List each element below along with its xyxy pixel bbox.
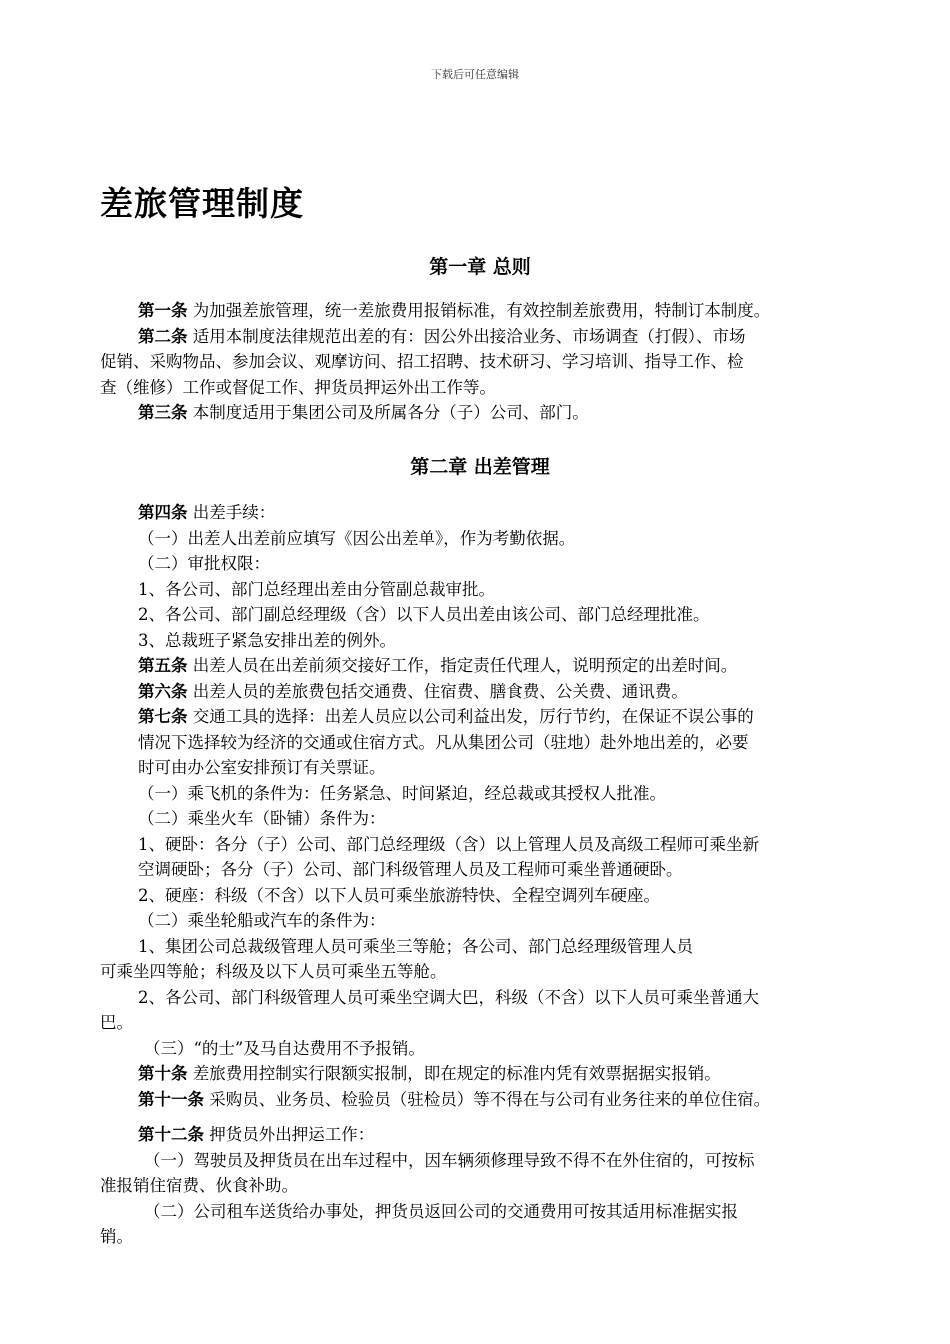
article-text: 出差人员在出差前须交接好工作，指定责任代理人，说明预定的出差时间。 (187, 656, 738, 675)
article-12-block (100, 1122, 870, 1250)
article-12-item-2-line-2: 销。 (100, 1227, 133, 1246)
article-4-sub-3: 3、总裁班子紧急安排出差的例外。 (138, 630, 396, 650)
chapter-1-heading: 第一章 总则 (429, 256, 531, 278)
article-7-item-4: （三）“的士”及马自达费用不予报销。 (144, 1038, 425, 1058)
article-4-sub-2: 2、各公司、部门副总经理级（含）以下人员出差由该公司、部门总经理批准。 (138, 605, 710, 624)
article-2-line-2: 促销、采购物品、参加会议、观摩访问、招工招聘、技术研习、学习培训、指导工作、检 (100, 352, 744, 371)
article-12-item-1-line-2: 准报销住宿费、伙食补助。 (100, 1176, 298, 1195)
article-2 (100, 324, 870, 350)
article-label: 第四条 (138, 503, 188, 522)
article-7-ship-1: 1、集团公司总裁级管理人员可乘坐三等舱；各公司、部门总经理级管理人员 (138, 936, 693, 956)
article-4-item-1: （一）出差人出差前应填写《因公出差单》，作为考勤依据。 (138, 528, 576, 548)
article-text: 本制度适用于集团公司及所属各分（子）公司、部门。 (187, 403, 589, 422)
article-7-item-2: （二）乘坐火车（卧铺）条件为： (138, 809, 386, 828)
article-1 (100, 298, 870, 324)
article-label: 第一条 (138, 301, 188, 320)
article-7-line-2: 情况下选择较为经济的交通或住宿方式。凡从集团公司（驻地）赴外地出差的，必要 (138, 732, 749, 752)
article-4-sub-1: 1、各公司、部门总经理出差由分管副总裁审批。 (138, 579, 495, 599)
article-7-train-2: 2、硬座：科级（不含）以下人员可乘坐旅游特快、全程空调列车硬座。 (138, 885, 660, 905)
article-text: 出差手续： (187, 503, 276, 522)
article-7-train-1: 1、硬卧：各分（子）公司、部门总经理级（含）以上管理人员及高级工程师可乘坐新 (138, 834, 759, 854)
article-text: 适用本制度法律规范出差的有：因公外出接洽业务、市场调查（打假）、市场 (187, 326, 746, 346)
article-label: 第五条 (138, 656, 188, 675)
article-4-item-2: （二）审批权限： (138, 554, 270, 573)
chapter-2-body (100, 500, 870, 1112)
article-10 (100, 1061, 870, 1087)
article-label: 第十二条 (138, 1125, 204, 1144)
article-label: 第三条 (138, 403, 188, 422)
document-title: 差旅管理制度 (100, 184, 304, 223)
article-label: 第十一条 (138, 1089, 204, 1109)
article-text: 为加强差旅管理，统一差旅费用报销标准，有效控制差旅费用，特制订本制度。 (187, 301, 771, 320)
article-label: 第六条 (138, 681, 188, 701)
article-7 (100, 704, 870, 730)
article-7-line-3: 时可由办公室安排预订有关票证。 (138, 758, 386, 777)
article-2-line-3: 查（维修）工作或督促工作、押货员押运外出工作等。 (100, 377, 496, 397)
article-7-train-1-line-2: 空调硬卧；各分（子）公司、部门科级管理人员及工程师可乘坐普通硬卧。 (138, 860, 683, 879)
article-4 (100, 500, 870, 526)
chapter-1-body (100, 298, 870, 426)
article-text: 交通工具的选择：出差人员应以公司利益出发，厉行节约，在保证不误公事的 (187, 707, 754, 726)
article-12-item-2: （二）公司租车送货给办事处，押货员返回公司的交通费用可按其适用标准据实报 (144, 1201, 738, 1221)
article-text: 采购员、业务员、检验员（驻检员）等不得在与公司有业务往来的单位住宿。 (204, 1089, 771, 1109)
article-11 (100, 1087, 870, 1113)
article-5 (100, 653, 870, 679)
article-7-item-1: （一）乘飞机的条件为：任务紧急、时间紧迫，经总裁或其授权人批准。 (138, 783, 666, 803)
page-header-note: 下载后可任意编辑 (431, 68, 519, 81)
article-7-ship-2: 2、各公司、部门科级管理人员可乘坐空调大巴，科级（不含）以下人员可乘坐普通大 (138, 987, 759, 1007)
article-label: 第十条 (138, 1064, 188, 1083)
article-text: 差旅费用控制实行限额实报制，即在规定的标准内凭有效票据据实报销。 (187, 1064, 721, 1083)
article-7-ship-2-line-2: 巴。 (100, 1013, 133, 1032)
article-text: 押货员外出押运工作： (204, 1125, 375, 1144)
article-3 (100, 400, 870, 426)
article-7-ship-1-line-2: 可乘坐四等舱；科级及以下人员可乘坐五等舱。 (100, 962, 447, 981)
article-7-item-3: （二）乘坐轮船或汽车的条件为： (138, 911, 386, 930)
article-label: 第二条 (138, 326, 188, 346)
article-text: 出差人员的差旅费包括交通费、住宿费、膳食费、公关费、通讯费。 (187, 681, 688, 701)
chapter-2-heading: 第二章 出差管理 (410, 456, 550, 478)
article-6 (100, 679, 870, 705)
article-12 (100, 1122, 870, 1148)
article-label: 第七条 (138, 707, 188, 726)
article-12-item-1: （一）驾驶员及押货员在出车过程中，因车辆须修理导致不得不在外住宿的，可按标 (144, 1150, 755, 1170)
